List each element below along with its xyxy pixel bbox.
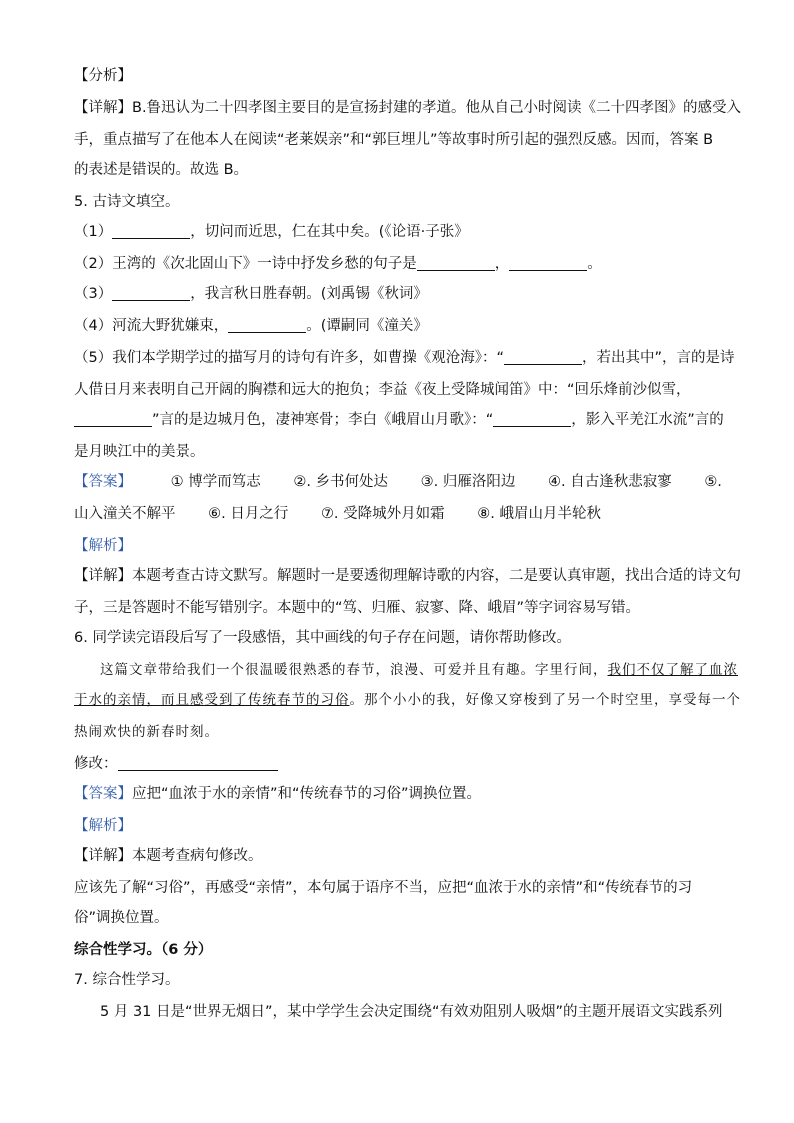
answer-label: 【答案】 — [74, 786, 132, 802]
detail-6-line-1: 【详解】本题考查病句修改。 — [74, 848, 263, 864]
item-2-text: （2）王湾的《次北固山下》一诗中抒发乡愁的句子是 — [74, 256, 417, 272]
answer-blank — [112, 285, 190, 301]
answer-5-row-1 — [74, 472, 722, 492]
item-5-text: （5）我们本学期学过的描写月的诗句有许多，如曹操《观沧海》：“ — [74, 350, 504, 366]
underlined-sentence: 于水的亲情，而且感受到了传统春节的习俗 — [74, 692, 350, 708]
answer-blank — [417, 255, 495, 271]
question-7-title: 7. 综合性学习。 — [74, 972, 180, 988]
modify-line — [74, 754, 278, 774]
item-5-text: ”言的是边城月色，凄神寒骨；李白《峨眉山月歌》：“ — [152, 412, 494, 428]
passage-text: 这篇文章带给我们一个很温暖很熟悉的春节，浪漫、可爱并且有趣。字里行间， — [100, 662, 608, 678]
modify-blank — [118, 755, 278, 771]
handwritten-passage-line-3: 热闹欢快的新春时刻。 — [74, 724, 219, 740]
handwritten-passage-line-1 — [100, 660, 738, 680]
answer-item: ① 博学而笃志 — [170, 474, 261, 490]
detail-6-line-3: 俗”调换位置。 — [74, 910, 169, 926]
detail-1-line-2: 手，重点描写了在他本人在阅读“老莱娱亲”和“郭巨埋儿”等故事时所引起的强烈反感。因而，答案 B — [74, 132, 714, 148]
detail-6-line-2: 应该先了解“习俗”，再感受“亲情”，本句属于语序不当，应把“血浓于水的亲情”和“传统春节的习 — [74, 880, 693, 896]
answer-blank — [509, 255, 587, 271]
question-5-item-5-line-1 — [74, 348, 735, 368]
answer-item: ⑦. 受降城外月如霜 — [320, 506, 445, 522]
answer-item: ②. 乡书何处达 — [293, 474, 389, 490]
item-3-text: ，我言秋日胜春朝。(刘禹锡《秋词》 — [190, 286, 428, 302]
question-5-item-5-line-3 — [74, 410, 724, 430]
passage-text: 。那个小小的我，好像又穿梭到了另一个时空里，享受每一个 — [349, 692, 741, 708]
detail-1-line-1: 【详解】B.鲁迅认为二十四孝图主要目的是宣扬封建的孝道。他从自己小时阅读《二十四孝图》的感受入 — [74, 100, 742, 116]
item-4-source: 。(谭嗣同《潼关》 — [306, 318, 428, 334]
modify-label: 修改： — [74, 756, 118, 772]
section-title: 综合性学习。（6 分） — [74, 942, 213, 958]
analysis-label-1: 【分析】 — [74, 68, 132, 84]
question-5-item-1 — [74, 222, 469, 242]
analysis-label-5: 【解析】 — [74, 538, 132, 554]
answer-item: ④. 自古逢秋悲寂寥 — [547, 474, 672, 490]
item-5-text: ，影入平羌江水流”言的 — [571, 412, 724, 428]
question-5-item-3 — [74, 284, 428, 304]
question-5-item-5-line-2: 人借日月来表明自己开阔的胸襟和远大的抱负；李益《夜上受降城闻笛》中：“回乐烽前沙似雪， — [74, 382, 691, 398]
answer-blank — [74, 411, 152, 427]
detail-5-line-1: 【详解】本题考查古诗文默写。解题时一是要透彻理解诗歌的内容，二是要认真审题，找出合适的诗文句 — [74, 568, 741, 584]
answer-item: 山入潼关不解平 — [74, 506, 176, 522]
answer-item: ③. 归雁洛阳边 — [420, 474, 516, 490]
question-5-item-2 — [74, 254, 602, 274]
item-4-text: （4）河流大野犹嫌束， — [74, 318, 229, 334]
answer-blank — [504, 349, 582, 365]
detail-5-line-2: 子，三是答题时不能写错别字。本题中的“笃、归雁、寂寥、降、峨眉”等字词容易写错。 — [74, 600, 641, 616]
answer-text: 应把“血浓于水的亲情”和“传统春节的习俗”调换位置。 — [132, 786, 482, 802]
answer-blank — [112, 223, 190, 239]
answer-blank — [228, 317, 306, 333]
answer-label: 【答案】 — [74, 474, 132, 490]
item-2-period: 。 — [587, 256, 602, 272]
answer-blank — [493, 411, 571, 427]
question-5-item-4 — [74, 316, 428, 336]
item-2-comma: ， — [494, 256, 510, 272]
handwritten-passage-line-2 — [74, 690, 741, 710]
item-3-number: （3） — [74, 286, 113, 302]
answer-item: ⑧. 峨眉山月半轮秋 — [477, 506, 601, 522]
answer-6 — [74, 784, 481, 804]
item-5-text: ，若出其中”，言的是诗 — [582, 350, 735, 366]
question-7-line-1: 5 月 31 日是“世界无烟日”，某中学学生会决定围绕“有效劝阻别人吸烟”的主题开展语文实践系列 — [100, 1004, 723, 1020]
item-1-number: （1） — [74, 224, 113, 240]
detail-1-line-3: 的表述是错误的。故选 B。 — [74, 162, 249, 178]
answer-item: ⑤. — [704, 474, 722, 490]
question-5-title: 5. 古诗文填空。 — [74, 194, 180, 210]
analysis-label-6: 【解析】 — [74, 818, 132, 834]
answer-5-row-2 — [74, 504, 601, 524]
question-5-item-5-line-4: 是月映江中的美景。 — [74, 444, 205, 460]
underlined-sentence: 我们不仅了解了血浓 — [607, 662, 738, 678]
question-6-title: 6. 同学读完语段后写了一段感悟，其中画线的句子存在问题，请你帮助修改。 — [74, 630, 571, 646]
answer-item: ⑥. 日月之行 — [208, 506, 289, 522]
item-1-text: ，切问而近思，仁在其中矣。(《论语·子张》 — [190, 224, 469, 240]
